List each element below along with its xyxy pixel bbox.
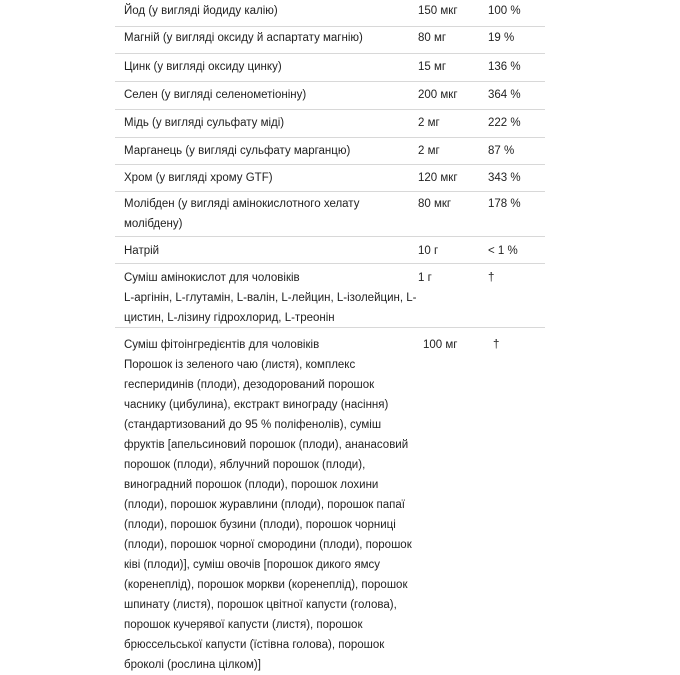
ingredient-amount: 1 г xyxy=(418,272,432,284)
daily-value: † xyxy=(493,339,500,351)
ingredient-name: Натрій xyxy=(124,245,160,257)
daily-value: 343 % xyxy=(488,172,521,184)
table-row xyxy=(115,328,545,675)
ingredient-name: Марганець (у вигляді сульфату марганцю) xyxy=(124,145,351,157)
table-row xyxy=(115,54,545,82)
ingredient-amount: 2 мг xyxy=(418,117,440,129)
table-row xyxy=(115,264,545,328)
daily-value: 222 % xyxy=(488,117,521,129)
ingredient-amount: 100 мг xyxy=(423,339,458,351)
daily-value: 136 % xyxy=(488,61,521,73)
daily-value: 178 % xyxy=(488,198,521,210)
ingredient-amount: 120 мкг xyxy=(418,172,458,184)
ingredient-amount: 200 мкг xyxy=(418,89,458,101)
ingredient-name: Молібден (у вигляді амінокислотного хелату молібдену) xyxy=(124,198,360,230)
table-row xyxy=(115,0,545,27)
table-row xyxy=(115,82,545,110)
ingredient-name: Суміш фітоінгредієнтів для чоловіків Порошок із зеленого чаю (листя), комплекс гесперидинів (плоди), дезодорований порошок часнику (цибулина), екстракт винограду (насіння) (стандартизований до 95 % поліфенолів), суміш фруктів [апельсиновий порошок (плоди), ананасовий порошок (плоди), яблучний порошок (плоди), виноградний порошок (плоди), порошок лохини (плоди), порошок журавлини (плоди), порошок папаї (плоди), порошок бузини (плоди), порошок чорниці (плоди), порошок чорної смородини (плоди), порошок ківі (плоди)], суміш овочів [порошок дикого ямсу (коренеплід), порошок моркви (коренеплід), порошок шпинату (листя), порошок цвітної капусти (голова), порошок кучерявої капусти (листя), порошок брюссельської капусти (їстівна голова), порошок броколі (рослина цілком)] xyxy=(124,339,412,671)
table-row xyxy=(115,237,545,264)
ingredient-name: Магній (у вигляді оксиду й аспартату магнію) xyxy=(124,32,363,44)
ingredient-amount: 150 мкг xyxy=(418,5,458,17)
table-row xyxy=(115,192,545,237)
table-row xyxy=(115,27,545,54)
ingredient-amount: 10 г xyxy=(418,245,439,257)
nutrition-facts-table xyxy=(115,0,545,675)
table-row xyxy=(115,165,545,192)
daily-value: 87 % xyxy=(488,145,515,157)
ingredient-name: Йод (у вигляді йодиду калію) xyxy=(124,5,278,17)
daily-value: † xyxy=(488,272,495,284)
ingredient-name: Цинк (у вигляді оксиду цинку) xyxy=(124,61,282,73)
ingredient-amount: 15 мг xyxy=(418,61,447,73)
ingredient-name: Мідь (у вигляді сульфату міді) xyxy=(124,117,285,129)
ingredient-name: Хром (у вигляді хрому GTF) xyxy=(124,172,273,184)
daily-value: 364 % xyxy=(488,89,521,101)
ingredient-amount: 80 мкг xyxy=(418,198,452,210)
table-row xyxy=(115,110,545,138)
daily-value: 100 % xyxy=(488,5,521,17)
ingredient-name: Суміш амінокислот для чоловіків L-аргінін, L-глутамін, L-валін, L-лейцин, L-ізолейцин, L- цистин, L-лізину гідрохлорид, L-треонін xyxy=(124,272,417,324)
ingredient-amount: 2 мг xyxy=(418,145,440,157)
ingredient-name: Селен (у вигляді селенометіоніну) xyxy=(124,89,307,101)
daily-value: < 1 % xyxy=(488,245,518,257)
ingredient-amount: 80 мг xyxy=(418,32,447,44)
table-row xyxy=(115,138,545,165)
daily-value: 19 % xyxy=(488,32,515,44)
